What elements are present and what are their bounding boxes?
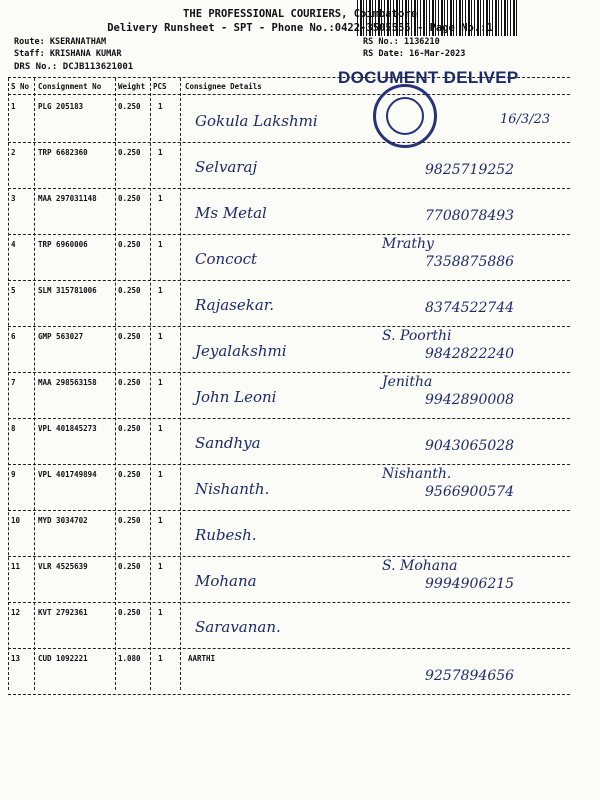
table-row [0, 280, 600, 326]
row-sno: 7 [11, 378, 16, 387]
table-row [0, 510, 600, 556]
row-pcs: 1 [158, 516, 163, 525]
row-sno: 3 [11, 194, 16, 203]
table-row [0, 188, 600, 234]
row-consignee-name: Saravanan. [195, 618, 281, 636]
row-pcs: 1 [158, 148, 163, 157]
row-consignee-name: Nishanth. [195, 480, 270, 498]
row-weight: 0.250 [118, 378, 141, 387]
row-sno: 12 [11, 608, 21, 617]
row-receiver-phone: 7708078493 [425, 208, 515, 224]
row-weight: 0.250 [118, 240, 141, 249]
row-receiver-phone: 9257894656 [425, 668, 515, 684]
row-pcs: 1 [158, 332, 163, 341]
row-receiver-phone: 9842822240 [425, 346, 515, 362]
route-line [14, 37, 106, 47]
company-title: THE PROFESSIONAL COURIERS, Coimbatore [183, 8, 417, 20]
runsheet-title: Delivery Runsheet - SPT - Phone No.:0422-3505555 - Page No.:1 [107, 22, 493, 34]
row-consignment-no: GMP 563027 [38, 332, 84, 341]
row-weight: 0.250 [118, 102, 141, 111]
table-row [0, 556, 600, 602]
route-value: KSERANATHAM [49, 37, 107, 47]
row-sno: 5 [11, 286, 16, 295]
row-pcs: 1 [158, 194, 163, 203]
drs-value: DCJB113621001 [62, 62, 134, 72]
rs-date-label: RS Date: [363, 49, 404, 59]
delivered-stamp: DOCUMENT DELIVEP [338, 68, 519, 87]
drs-line [14, 62, 133, 72]
row-receiver-signature: Mrathy [382, 236, 434, 252]
row-consignee-name: John Leoni [195, 388, 277, 406]
row-consignment-no: TRP 6960006 [38, 240, 88, 249]
row-consignment-no: TRP 6682360 [38, 148, 88, 157]
row-consignment-no: KVT 2792361 [38, 608, 88, 617]
row-consignment-no: SLM 315781006 [38, 286, 97, 295]
row-consignment-no: CUD 1092221 [38, 654, 88, 663]
rs-no-label: RS No.: [363, 37, 399, 47]
row-consignment-no: MYD 3034702 [38, 516, 88, 525]
row-consignee-name: Jeyalakshmi [195, 342, 287, 360]
row-sno: 2 [11, 148, 16, 157]
row-consignment-no: MAA 298563158 [38, 378, 97, 387]
row-consignee-name: Ms Metal [195, 204, 267, 222]
col-weight-header: Weight [118, 82, 146, 91]
table-row [0, 96, 600, 142]
row-pcs: 1 [158, 102, 163, 111]
drs-label: DRS No.: [14, 62, 58, 72]
row-sno: 9 [11, 470, 16, 479]
row-consignee-name: Rajasekar. [195, 296, 275, 314]
table-row [0, 372, 600, 418]
row-weight: 0.250 [118, 562, 141, 571]
row-sno: 13 [11, 654, 21, 663]
row-receiver-phone: 9043065028 [425, 438, 515, 454]
row-pcs: 1 [158, 378, 163, 387]
row-sno: 10 [11, 516, 21, 525]
row-consignee-name: Selvaraj [195, 158, 258, 176]
row-receiver-signature: Jenitha [382, 374, 433, 390]
rs-date-line [363, 49, 465, 59]
row-receiver-phone: 9994906215 [425, 576, 515, 592]
row-sno: 4 [11, 240, 16, 249]
row-receiver-phone: 7358875886 [425, 254, 515, 270]
table-row [0, 142, 600, 188]
row-weight: 0.250 [118, 470, 141, 479]
row-pcs: 1 [158, 654, 163, 663]
row-consignment-no: VLR 4525639 [38, 562, 88, 571]
row-weight: 0.250 [118, 332, 141, 341]
row-consignee-name: Gokula Lakshmi [195, 112, 318, 130]
row-consignment-no: VPL 401749894 [38, 470, 97, 479]
route-label: Route: [14, 37, 45, 47]
row-receiver-phone: 9566900574 [425, 484, 515, 500]
rs-no-value: 1136210 [403, 37, 440, 47]
table-row [0, 464, 600, 510]
header-rule [8, 94, 570, 95]
row-consignment-no: MAA 297031148 [38, 194, 97, 203]
row-weight: 0.250 [118, 148, 141, 157]
row-weight: 0.250 [118, 286, 141, 295]
staff-value: KRISHANA KUMAR [49, 49, 122, 59]
row-pcs: 1 [158, 240, 163, 249]
row-sno: 11 [11, 562, 21, 571]
rs-date-value: 16-Mar-2023 [409, 49, 466, 59]
row-pcs: 1 [158, 562, 163, 571]
table-row [0, 234, 600, 280]
row-receiver-phone: 9942890008 [425, 392, 515, 408]
row-pcs: 1 [158, 608, 163, 617]
row-consignee-name: Rubesh. [195, 526, 257, 544]
table-row [0, 648, 600, 694]
row-weight: 0.250 [118, 608, 141, 617]
col-consignment-header: Consignment No [38, 82, 102, 91]
table-row [0, 418, 600, 464]
row-divider [8, 694, 570, 695]
table-row [0, 326, 600, 372]
row-sno: 1 [11, 102, 16, 111]
row-pcs: 1 [158, 470, 163, 479]
row-pcs: 1 [158, 286, 163, 295]
row-sno: 6 [11, 332, 16, 341]
row-receiver-phone: 9825719252 [425, 162, 515, 178]
row-pcs: 1 [158, 424, 163, 433]
row-sno: 8 [11, 424, 16, 433]
col-pcs-header: PCS [153, 82, 167, 91]
row-weight: 1.080 [118, 654, 141, 663]
col-sno-header: S No [11, 82, 30, 91]
row-consignment-no: PLG 205183 [38, 102, 84, 111]
row-consignee-name: Concoct [195, 250, 258, 268]
row-receiver-phone: 8374522744 [425, 300, 515, 316]
row-receiver-signature: S. Mohana [382, 558, 458, 574]
col-details-header: Consignee Details [185, 82, 262, 91]
row-consignee-name: Mohana [195, 572, 257, 590]
table-row [0, 602, 600, 648]
row-weight: 0.250 [118, 194, 141, 203]
row-consignee-name: AARTHI [188, 654, 216, 663]
stamp-date: 16/3/23 [500, 112, 551, 127]
row-consignee-name: Sandhya [195, 434, 261, 452]
row-weight: 0.250 [118, 424, 141, 433]
rs-no-line [363, 37, 440, 47]
staff-label: Staff: [14, 49, 45, 59]
row-weight: 0.250 [118, 516, 141, 525]
row-receiver-signature: S. Poorthi [382, 328, 452, 344]
row-receiver-signature: Nishanth. [382, 466, 452, 482]
staff-line [14, 49, 122, 59]
row-consignment-no: VPL 401845273 [38, 424, 97, 433]
